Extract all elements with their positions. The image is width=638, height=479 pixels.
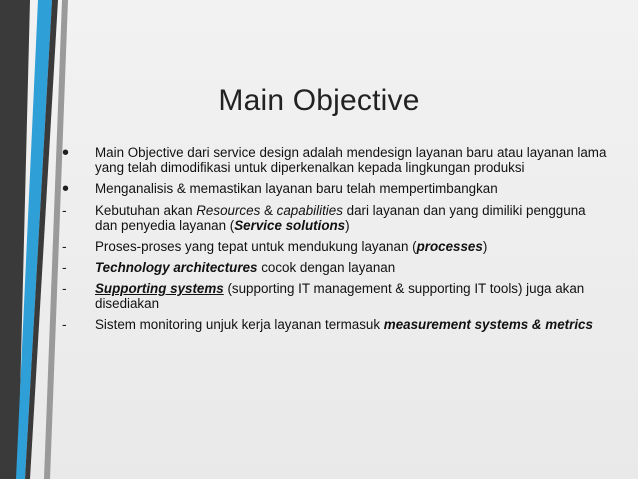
text-run: Service solutions [234,218,346,233]
dash-marker: - [62,259,67,275]
text-run: Main Objective dari service design adalah mendesign layanan baru atau layanan lama yang telah dimodifikasi untuk diperkenalkan kepada lingkungan produksi [95,145,607,175]
dash-marker: - [62,280,67,296]
list-item-text [95,181,610,196]
list-item-text [95,317,610,332]
text-run: cocok dengan layanan [257,260,396,275]
text-run: measurement systems & metrics [383,317,593,332]
text-run: (supporting IT management & supporting IT tools) juga akan disediakan [95,281,585,311]
text-run: Kebutuhan akan [95,203,197,218]
text-run: dari layanan dan yang dimiliki pengguna dan penyedia layanan ( [95,203,586,233]
text-run: & [260,203,277,218]
text-run: Proses-proses yang tepat untuk mendukung layanan ( [95,239,417,254]
list-item [62,178,610,200]
text-run: processes [416,239,483,254]
list-item-text [95,260,610,275]
text-run: ) [482,239,488,254]
list-item [62,317,610,332]
bullet-marker: • [62,178,70,200]
text-run: capabilities [276,203,343,218]
text-run: Sistem monitoring unjuk kerja layanan termasuk [95,317,384,332]
list-item [62,281,610,311]
list-item [62,203,610,233]
list-item [62,239,610,254]
list-item-text [95,239,610,254]
bullet-list [62,142,610,338]
list-item [62,142,610,175]
list-item-text [95,281,610,311]
list-item [62,260,610,275]
dash-marker: - [62,202,67,218]
text-run: Resources [196,203,261,218]
dash-marker: - [62,238,67,254]
bullet-marker: • [62,142,70,164]
list-item-text [95,203,610,233]
text-run: Technology architectures [95,260,258,275]
text-run: ) [345,218,350,233]
text-run: Menganalisis & memastikan layanan baru telah mempertimbangkan [95,181,498,196]
list-item-text [95,145,610,175]
text-run: Supporting systems [95,281,224,296]
slide-title: Main Objective [218,84,420,117]
dash-marker: - [62,316,67,332]
